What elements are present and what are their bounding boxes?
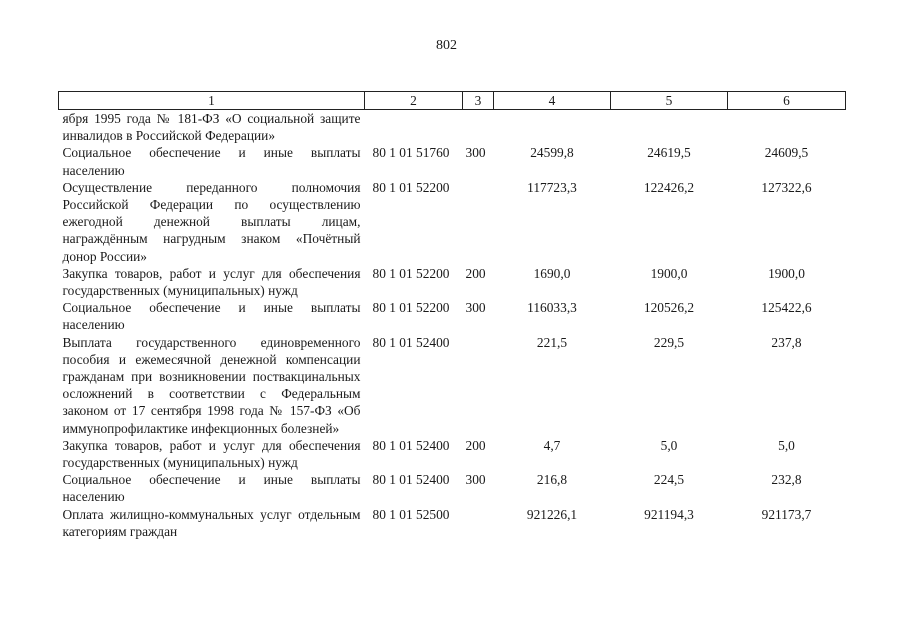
row-year2: 120526,2: [643, 300, 695, 316]
row-vr: 200: [465, 265, 486, 281]
row-vr: [463, 334, 494, 437]
row-code: 80 1 01 52400: [372, 437, 450, 453]
table-row: [59, 299, 846, 333]
row-year1: 1690,0: [533, 265, 571, 281]
row-vr: [463, 110, 494, 145]
row-year1: 216,8: [536, 472, 568, 488]
row-code: 80 1 01 52200: [372, 265, 450, 281]
row-year3: 1900,0: [768, 265, 805, 281]
row-code: 80 1 01 52400: [372, 472, 450, 488]
header-col-year2: 5: [611, 92, 728, 110]
table-row: [59, 437, 846, 471]
table-body: [59, 110, 846, 541]
row-vr: 300: [465, 300, 486, 316]
row-year2: 122426,2: [643, 179, 695, 195]
row-year3: 5,0: [778, 437, 795, 453]
header-col-year3: 6: [728, 92, 846, 110]
row-year2: 224,5: [653, 472, 685, 488]
row-year1: 221,5: [536, 334, 568, 350]
table-row: [59, 334, 846, 437]
table-row: [59, 110, 846, 145]
row-year1: 4,7: [543, 437, 561, 453]
row-year3: 232,8: [771, 472, 802, 488]
row-code: 80 1 01 51760: [372, 145, 450, 161]
row-vr: [463, 506, 494, 540]
budget-table: [58, 91, 846, 540]
row-code: 80 1 01 52200: [372, 300, 450, 316]
table-row: [59, 179, 846, 265]
row-year2: [611, 110, 728, 145]
table-row: [59, 144, 846, 178]
row-year2: 1900,0: [650, 265, 688, 281]
row-name: Закупка товаров, работ и услуг для обеспечения государственных (муниципальных) нужд: [62, 265, 361, 299]
row-name: Социальное обеспечение и иные выплаты населению: [62, 472, 361, 505]
row-code: 80 1 01 52200: [372, 179, 450, 195]
row-year1: 24599,8: [530, 145, 574, 161]
row-name: Социальное обеспечение и иные выплаты населению: [62, 300, 361, 333]
row-year2: 24619,5: [647, 145, 691, 161]
row-vr: 300: [465, 145, 486, 161]
row-year1: 116033,3: [527, 300, 577, 316]
row-year1: 921226,1: [526, 506, 578, 522]
row-year2: 229,5: [653, 334, 685, 350]
row-year3: [728, 110, 846, 145]
table-row: [59, 265, 846, 299]
row-year1: 117723,3: [527, 179, 577, 195]
row-name: Оплата жилищно-коммунальных услуг отдельным категориям граждан: [62, 506, 361, 539]
header-col-name: 1: [59, 92, 365, 110]
row-vr: [463, 179, 494, 265]
row-name: Выплата государственного единовременного пособия и ежемесячной денежной компенсации гражданам при возникновении поствакцинальных осложнений в соответствии с Федеральным законом от 17 сентября 1998 года № 157-ФЗ «Об иммунопрофилактике инфекционных болезней»: [62, 334, 361, 436]
row-year3: 127322,6: [761, 179, 812, 195]
row-year1: [494, 110, 611, 145]
row-year3: 24609,5: [764, 145, 809, 161]
row-year2: 5,0: [660, 437, 678, 453]
row-vr: 300: [465, 472, 486, 488]
row-name: Закупка товаров, работ и услуг для обеспечения государственных (муниципальных) нужд: [62, 437, 361, 471]
row-code: 80 1 01 52500: [372, 506, 450, 522]
table-row: [59, 506, 846, 540]
row-name: ября 1995 года № 181-ФЗ «О социальной защите инвалидов в Российской Федерации»: [62, 111, 361, 144]
row-vr: 200: [465, 437, 486, 453]
header-row: [59, 92, 846, 110]
row-year3: 237,8: [771, 334, 802, 350]
table-header: [59, 92, 846, 110]
row-year3: 125422,6: [761, 300, 812, 316]
row-name: Осуществление переданного полномочия Российской Федерации по осуществлению ежегодной денежной выплаты лицам, награждённым нагрудным знаком «Почётный донор России»: [62, 179, 361, 264]
header-col-year1: 4: [494, 92, 611, 110]
header-col-vr: 3: [463, 92, 494, 110]
row-name: Социальное обеспечение и иные выплаты населению: [62, 145, 361, 178]
table-row: [59, 471, 846, 505]
row-year3: 921173,7: [761, 506, 812, 522]
row-code: [365, 110, 463, 145]
page-number: 802: [436, 38, 457, 53]
header-col-code: 2: [365, 92, 463, 110]
row-year2: 921194,3: [644, 506, 694, 522]
row-code: 80 1 01 52400: [372, 334, 450, 350]
